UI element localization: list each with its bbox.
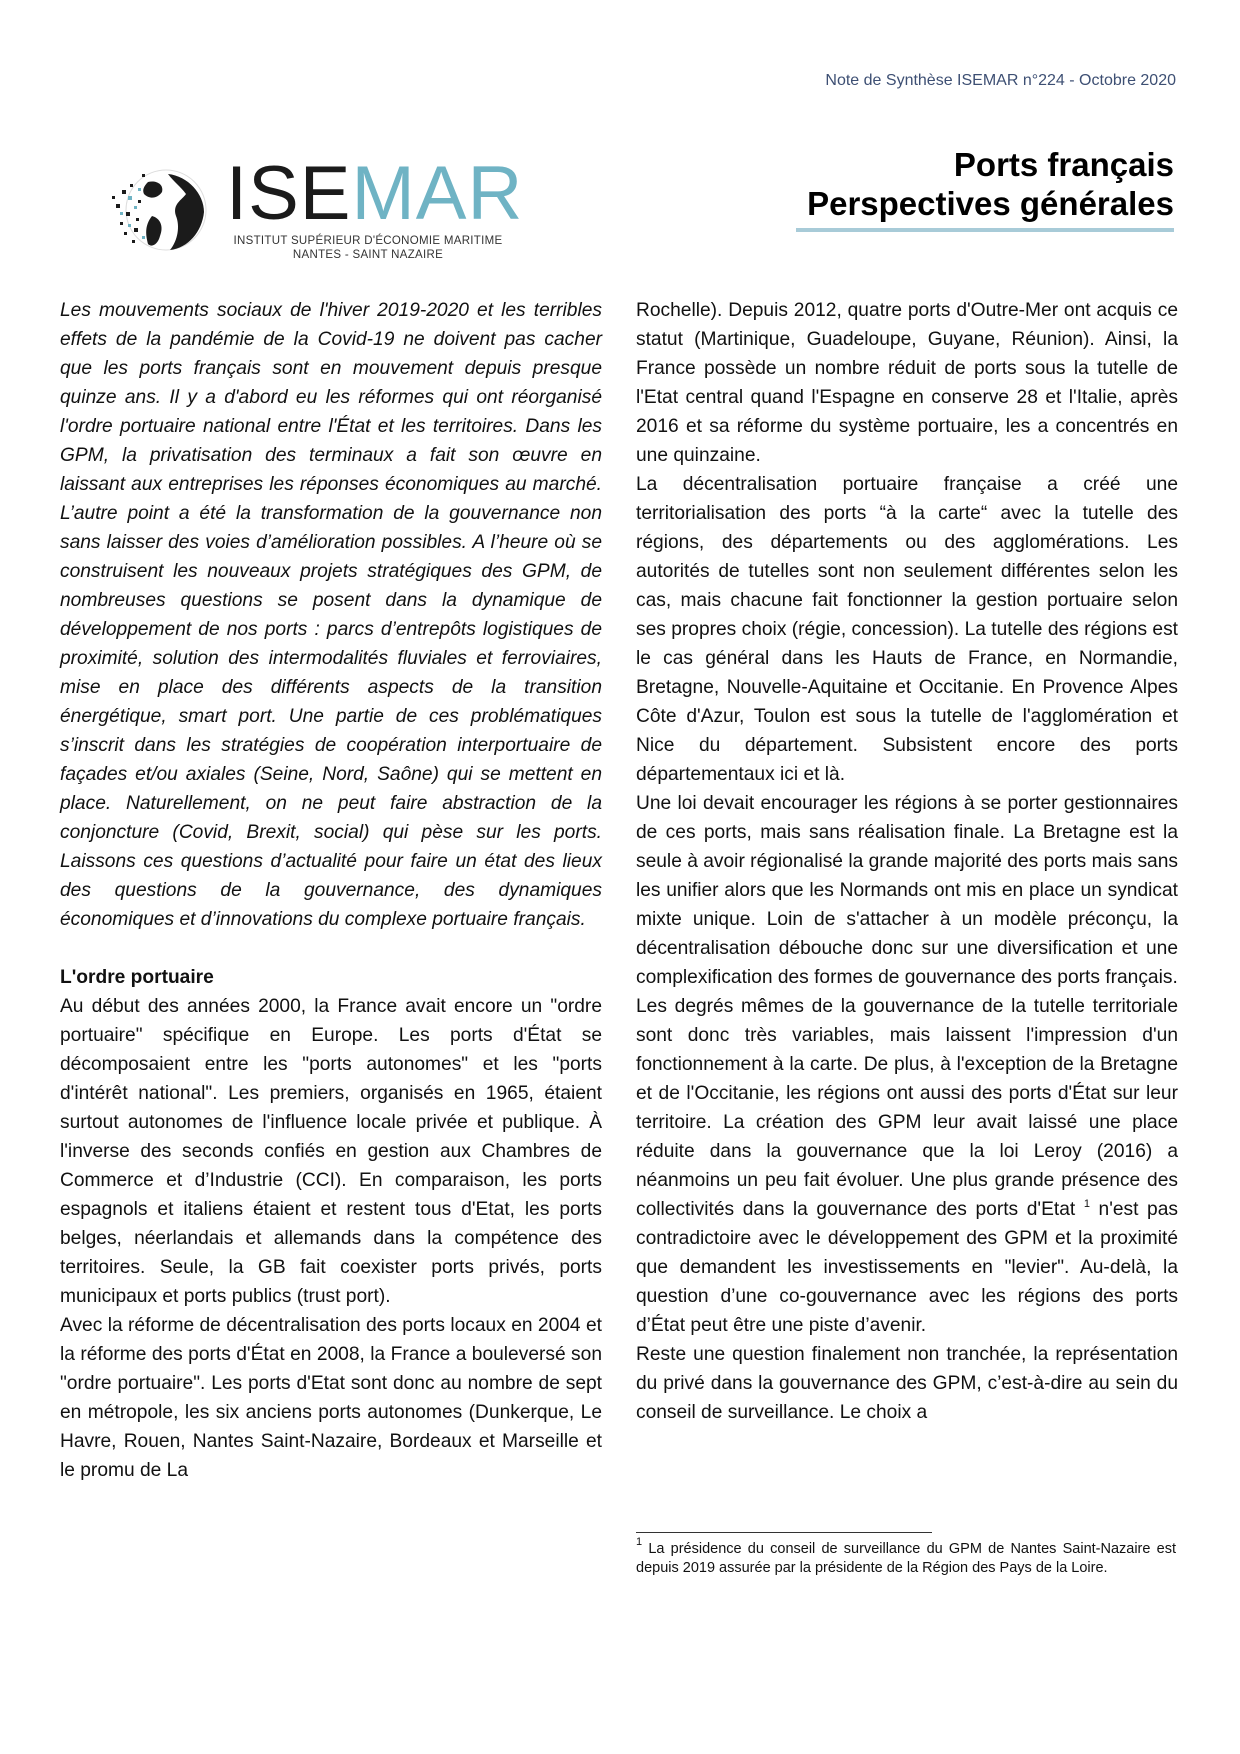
logo-subtitle-line2: NANTES - SAINT NAZAIRE: [292, 249, 444, 261]
footnote: [636, 1536, 1176, 1578]
footnote-number: 1: [636, 1536, 643, 1548]
body-paragraph: Avec la réforme de décentralisation des ports locaux en 2004 et la réforme des ports d'État en 2008, la France a bouleversé son "ordre portuaire". Les ports d'Etat sont donc au nombre de sept en métropole, les six anciens ports autonomes (Dunkerque, Le Havre, Rouen, Nantes Saint-Nazaire, Bordeaux et Marseille et le promu de La: [60, 1315, 602, 1481]
body-paragraph: Reste une question finalement non tranchée, la représentation du privé dans la gouvernance des GPM, c’est-à-dire au sein du conseil de surveillance. Le choix a: [636, 1344, 1178, 1423]
section-heading: L'ordre portuaire: [60, 967, 214, 988]
footnote-text: La présidence du conseil de surveillance du GPM de Nantes Saint-Nazaire est depuis 2019 assurée par la présidente de la Région des Pays de la Loire.: [636, 1541, 1176, 1576]
logo-word-teal: MAR: [351, 151, 524, 236]
body-paragraph: Une loi devait encourager les régions à se porter gestionnaires de ces ports, mais sans réalisation finale. La Bretagne est la seule à avoir régionalisé la grande majorité des ports mais sans les unifier alors que les Normands ont mis en place un syndicat mixte unique. Loin de s'attacher à un modèle préconçu, la décentralisation débouche donc sur une diversification et une complexification des formes de gouvernance des ports français.: [636, 793, 1178, 988]
intro-paragraph: Les mouvements sociaux de l'hiver 2019-2020 et les terribles effets de la pandémie de la Covid-19 ne doivent pas cacher que les ports français sont en mouvement depuis presque quinze ans. Il y a d'abord eu les réformes qui ont réorganisé l'ordre portuaire national entre l'État et les territoires. Dans les GPM, la privatisation des terminaux a fait son œuvre en laissant aux entreprises les réponses économiques au marché. L’autre point a été la transformation de la gouvernance non sans laisser des voies d’amélioration possibles. A l’heure où se construisent les nouveaux projets stratégiques des GPM, de nombreuses questions se posent dans la dynamique de développement de nos ports : parcs d’entrepôts logistiques de proximité, solution des intermodalités fluviales et ferroviaires, mise en place des différents aspects de la transition énergétique, smart port. Une partie de ces problématiques s’inscrit dans les stratégies de coopération interportuaire de façades et/ou axiales (Seine, Nord, Saône) qui se mettent en place. Naturellement, on ne peut faire abstraction de la conjoncture (Covid, Brexit, social) qui pèse sur les ports. Laissons ces questions d’actualité pour faire un état des lieux des questions de la gouvernance, des dynamiques économiques et d’innovations du complexe portuaire français.: [60, 300, 602, 930]
body-paragraph: Au début des années 2000, la France avait encore un "ordre portuaire" spécifique en Europe. Les ports d'État se décomposaient entre les "ports autonomes" et les "ports d'intérêt national". Les premiers, organisés en 1965, étaient surtout autonomes de l'influence locale privée et publique. À l'inverse des seconds confiés en gestion aux Chambres de Commerce et d’Industrie (CCI). En comparaison, les ports espagnols et italiens étaient et restent tous d'Etat, les ports belges, néerlandais et allemands dans la compétence des territoires. Seule, la GB fait coexister ports privés, ports municipaux et ports publics (trust port).: [60, 996, 602, 1307]
footnote-separator: [636, 1532, 932, 1533]
footnote-reference[interactable]: 1: [1083, 1198, 1090, 1210]
body-paragraph: Rochelle). Depuis 2012, quatre ports d'Outre-Mer ont acquis ce statut (Martinique, Guadeloupe, Guyane, Réunion). Ainsi, la France possède un nombre réduit de ports sous la tutelle de l'Etat central quand l'Espagne en conserve 28 et l'Italie, après 2016 et sa réforme du système portuaire, les a concentrés en une quinzaine.: [636, 300, 1178, 466]
globe-icon: [108, 160, 208, 260]
title-underline: [796, 228, 1174, 232]
logo-word-dark: ISE: [226, 151, 352, 236]
paragraph-text: n'est pas contradictoire avec le développement des GPM et la proximité que demandent les investissements en "levier". Au-delà, la question d’une co-gouvernance avec les régions des ports d’État peut être une piste d’avenir.: [636, 1199, 1178, 1336]
isemar-logo: [108, 151, 524, 265]
left-column: [60, 296, 602, 1485]
page-title: [807, 145, 1174, 223]
body-paragraph-with-note: [636, 992, 1178, 1340]
logo-subtitle: [226, 234, 510, 262]
title-line1: Ports français: [953, 146, 1174, 183]
title-line2: Perspectives générales: [807, 185, 1174, 222]
paragraph-text: Les degrés mêmes de la gouvernance de la tutelle territoriale sont donc très variables, mais laissent l'impression d'un fonctionnement à la carte. De plus, à l'exception de la Bretagne et de l'Occitanie, les régions ont aussi des ports d'État sur leur territoire. La création des GPM leur avait laissé une place réduite dans la gouvernance que la loi Leroy (2016) a néanmoins un peu fait évoluer. Une plus grande présence des collectivités dans la gouvernance des ports d'Etat: [636, 996, 1178, 1220]
right-column: [636, 296, 1178, 1427]
logo-wordmark: [226, 151, 524, 236]
body-paragraph: La décentralisation portuaire française a créé une territorialisation des ports “à la carte“ avec la tutelle des régions, des départements ou des agglomérations. Les autorités de tutelles sont non seulement différentes selon les cas, mais chacune fait fonctionner la gestion portuaire selon ses propres choix (régie, concession). La tutelle des régions est le cas général dans les Hauts de France, en Normandie, Bretagne, Nouvelle-Aquitaine et Occitanie. En Provence Alpes Côte d'Azur, Toulon est sous la tutelle de l'agglomération et Nice du département. Subsistent encore des ports départementaux ici et là.: [636, 474, 1178, 785]
header-note: Note de Synthèse ISEMAR n°224 - Octobre 2020: [825, 72, 1176, 89]
logo-subtitle-line1: INSTITUT SUPÉRIEUR D'ÉCONOMIE MARITIME: [233, 235, 503, 247]
